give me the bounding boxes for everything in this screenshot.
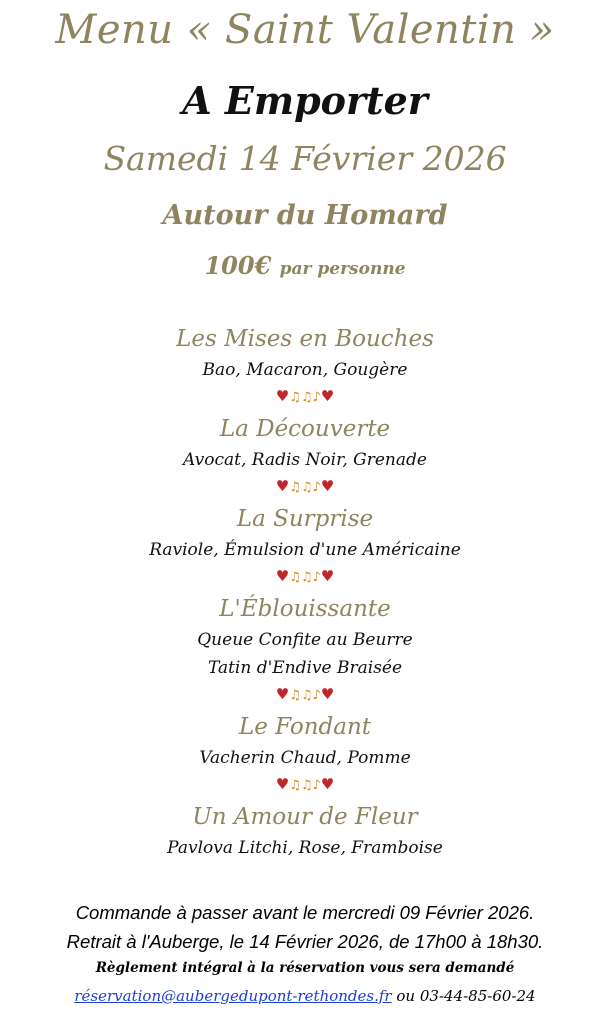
price-unit: par personne [279,259,406,279]
order-deadline: Commande à passer avant le mercredi 09 Février 2026. [75,902,535,923]
heart-icon: ♥ [275,775,290,793]
course-dish: Vacherin Chaud, Pomme [199,748,411,768]
course-list [0,318,610,862]
course-dish: Bao, Macaron, Gougère [202,360,408,380]
heart-notes-divider [0,772,610,796]
heart-notes-divider [0,682,610,706]
music-notes-icon: ♫♫♪ [289,688,321,703]
heart-icon: ♥ [275,477,290,495]
course-title: Le Fondant [238,714,372,740]
footer [0,898,610,1012]
music-notes-icon: ♫♫♪ [289,480,321,495]
course-dish: Raviole, Émulsion d'une Américaine [149,540,461,560]
heart-icon: ♥ [320,567,335,585]
heart-icon: ♥ [320,387,335,405]
menu-subtitle: A Emporter [182,78,428,123]
course-title: Les Mises en Bouches [176,326,434,352]
course-title: La Découverte [219,416,391,442]
menu-theme: Autour du Homard [162,200,448,231]
course-dish: Avocat, Radis Noir, Grenade [183,450,427,470]
menu-price [0,248,610,287]
price-value: 100€ [204,251,272,280]
music-notes-icon: ♫♫♪ [289,778,321,793]
heart-notes-divider [0,474,610,498]
heart-icon: ♥ [320,685,335,703]
music-notes-icon: ♫♫♪ [289,570,321,585]
course-title: L'Éblouissante [219,596,391,622]
payment-notice: Règlement intégral à la réservation vous sera demandé [95,960,515,976]
course-dish: Tatin d'Endive Braisée [207,658,403,678]
heart-icon: ♥ [275,685,290,703]
heart-icon: ♥ [275,567,290,585]
contact-line [0,980,610,1012]
heart-icon: ♥ [320,775,335,793]
heart-icon: ♥ [320,477,335,495]
email-link[interactable]: réservation@aubergedupont-rethondes.fr [74,987,392,1005]
event-date: Samedi 14 Février 2026 [103,139,507,178]
heart-notes-divider [0,564,610,588]
phone-prefix: ou [396,987,416,1005]
course-title: La Surprise [236,506,374,532]
music-notes-icon: ♫♫♪ [289,390,321,405]
menu-title: Menu « Saint Valentin » [55,7,555,53]
pickup-info: Retrait à l'Auberge, le 14 Février 2026, de 17h00 à 18h30. [66,931,544,952]
course-dish: Queue Confite au Beurre [197,630,413,650]
phone-number: 03-44-85-60-24 [419,987,536,1005]
heart-icon: ♥ [275,387,290,405]
heart-notes-divider [0,384,610,408]
course-title: Un Amour de Fleur [192,804,418,830]
course-dish: Pavlova Litchi, Rose, Framboise [167,838,443,858]
